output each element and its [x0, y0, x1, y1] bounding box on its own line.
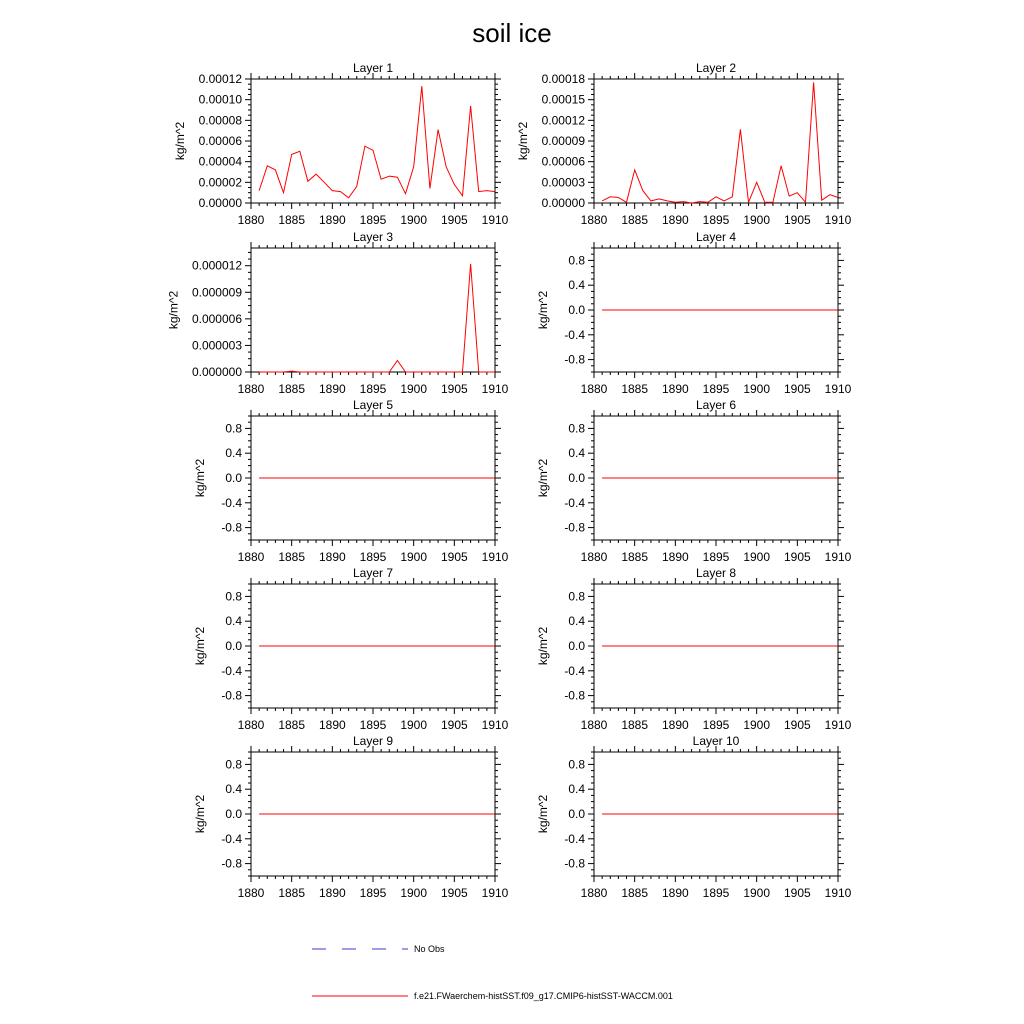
y-tick-label: 0.00006 — [198, 134, 242, 148]
x-tick-label: 1885 — [278, 550, 306, 564]
x-tick-label: 1905 — [783, 382, 811, 396]
plot-frame — [251, 79, 495, 203]
panel-title: Layer 10 — [692, 734, 740, 748]
y-tick-label: 0.0 — [568, 639, 585, 653]
y-tick-label: -0.4 — [221, 495, 242, 510]
y-tick-label: 0.8 — [568, 421, 585, 436]
x-tick-label: 1880 — [580, 382, 608, 396]
panel-9 — [193, 734, 508, 900]
x-tick-label: 1880 — [580, 886, 608, 900]
panel-7 — [193, 566, 508, 732]
x-tick-label: 1905 — [783, 886, 811, 900]
x-tick-label: 1910 — [481, 886, 509, 900]
y-tick-label: 0.00002 — [198, 175, 242, 190]
x-tick-label: 1900 — [743, 382, 771, 396]
x-tick-label: 1910 — [481, 550, 509, 564]
panel-title: Layer 9 — [352, 734, 394, 748]
y-tick-label: 0.000012 — [191, 258, 242, 273]
legend-label-no-obs: No Obs — [414, 944, 445, 954]
x-tick-label: 1880 — [237, 213, 265, 227]
panel-4 — [536, 230, 851, 396]
x-tick-label: 1900 — [400, 718, 428, 732]
y-tick-label: 0.000003 — [191, 338, 242, 353]
y-tick-label: 0.000006 — [191, 311, 242, 326]
x-tick-label: 1905 — [440, 213, 468, 227]
y-axis-label: kg/m^2 — [516, 121, 531, 161]
y-tick-label: 0.0 — [225, 471, 242, 485]
x-tick-label: 1900 — [743, 886, 771, 900]
y-axis-label: kg/m^2 — [166, 290, 181, 330]
x-tick-label: 1895 — [359, 213, 387, 227]
y-tick-label: -0.8 — [221, 688, 242, 703]
y-tick-label: -0.4 — [564, 831, 585, 846]
y-axis-label: kg/m^2 — [536, 794, 551, 834]
y-tick-label: -0.4 — [564, 495, 585, 510]
y-tick-label: 0.0 — [568, 807, 585, 821]
x-tick-label: 1885 — [621, 550, 649, 564]
x-tick-label: 1895 — [702, 382, 730, 396]
x-tick-label: 1910 — [824, 382, 852, 396]
y-tick-label: -0.8 — [221, 856, 242, 871]
x-tick-label: 1905 — [783, 213, 811, 227]
y-tick-label: 0.8 — [568, 757, 585, 772]
y-axis-label: kg/m^2 — [536, 458, 551, 498]
y-axis-label: kg/m^2 — [193, 794, 208, 834]
y-tick-label: -0.8 — [564, 688, 585, 703]
x-tick-label: 1890 — [318, 382, 346, 396]
x-tick-label: 1900 — [400, 382, 428, 396]
legend-label-model: f.e21.FWaerchem-histSST.f09_g17.CMIP6-histSST-WACCM.001 — [414, 991, 673, 1001]
x-tick-label: 1900 — [743, 718, 771, 732]
y-tick-label: 0.0 — [225, 639, 242, 653]
panel-8 — [536, 566, 851, 732]
x-tick-label: 1895 — [359, 718, 387, 732]
y-tick-label: 0.00006 — [541, 154, 585, 169]
x-tick-label: 1905 — [783, 718, 811, 732]
y-axis-label: kg/m^2 — [193, 458, 208, 498]
panel-10 — [536, 734, 851, 900]
figure-title: soil ice — [472, 18, 552, 48]
series-line — [259, 264, 495, 372]
x-tick-label: 1890 — [661, 550, 689, 564]
panel-3 — [166, 230, 508, 396]
y-axis-label: kg/m^2 — [536, 290, 551, 330]
panel-title: Layer 8 — [695, 566, 737, 580]
y-tick-label: 0.4 — [568, 782, 585, 797]
panel-2 — [516, 61, 852, 227]
y-tick-label: -0.4 — [564, 663, 585, 678]
panel-title: Layer 1 — [352, 61, 394, 75]
y-tick-label: 0.00012 — [198, 72, 242, 86]
panel-1 — [173, 61, 509, 227]
y-tick-label: -0.8 — [221, 520, 242, 535]
x-tick-label: 1895 — [359, 550, 387, 564]
x-tick-label: 1890 — [318, 718, 346, 732]
x-tick-label: 1890 — [318, 213, 346, 227]
y-tick-label: 0.4 — [568, 446, 585, 461]
x-tick-label: 1905 — [440, 718, 468, 732]
y-tick-label: 0.00004 — [198, 154, 242, 169]
x-tick-label: 1900 — [400, 550, 428, 564]
x-tick-label: 1910 — [481, 718, 509, 732]
x-tick-label: 1900 — [400, 213, 428, 227]
y-tick-label: 0.000000 — [191, 365, 242, 379]
x-tick-label: 1895 — [702, 550, 730, 564]
x-tick-label: 1895 — [359, 886, 387, 900]
x-tick-label: 1885 — [278, 886, 306, 900]
panel-6 — [536, 398, 851, 564]
x-tick-label: 1885 — [278, 382, 306, 396]
y-tick-label: 0.0 — [225, 807, 242, 821]
x-tick-label: 1910 — [824, 550, 852, 564]
y-axis-label: kg/m^2 — [173, 121, 188, 161]
panels — [166, 61, 851, 900]
x-tick-label: 1880 — [580, 213, 608, 227]
x-tick-label: 1905 — [440, 550, 468, 564]
y-tick-label: 0.00012 — [541, 113, 585, 128]
panel-title: Layer 5 — [352, 398, 394, 412]
x-tick-label: 1910 — [824, 213, 852, 227]
x-tick-label: 1905 — [440, 886, 468, 900]
x-tick-label: 1880 — [580, 718, 608, 732]
y-tick-label: 0.00000 — [541, 196, 585, 210]
y-tick-label: 0.00008 — [198, 113, 242, 128]
y-tick-label: -0.8 — [564, 520, 585, 535]
y-tick-label: 0.00015 — [541, 92, 585, 107]
y-tick-label: 0.8 — [568, 253, 585, 268]
series-line — [259, 86, 495, 198]
y-tick-label: 0.000009 — [191, 285, 242, 300]
x-tick-label: 1900 — [743, 213, 771, 227]
y-tick-label: 0.4 — [225, 782, 242, 797]
y-tick-label: 0.8 — [225, 421, 242, 436]
x-tick-label: 1880 — [237, 718, 265, 732]
y-tick-label: -0.8 — [564, 856, 585, 871]
x-tick-label: 1885 — [621, 718, 649, 732]
y-tick-label: 0.0 — [568, 303, 585, 317]
y-tick-label: 0.8 — [225, 589, 242, 604]
series-line — [602, 82, 838, 203]
y-tick-label: 0.00000 — [198, 196, 242, 210]
y-tick-label: 0.00010 — [198, 92, 242, 107]
x-tick-label: 1895 — [702, 718, 730, 732]
x-tick-label: 1880 — [580, 550, 608, 564]
x-tick-label: 1905 — [440, 382, 468, 396]
y-tick-label: 0.00009 — [541, 134, 585, 148]
panel-title: Layer 2 — [695, 61, 737, 75]
x-tick-label: 1885 — [621, 886, 649, 900]
y-tick-label: 0.00018 — [541, 72, 585, 86]
x-tick-label: 1890 — [661, 213, 689, 227]
panel-title: Layer 6 — [695, 398, 737, 412]
x-tick-label: 1885 — [278, 718, 306, 732]
y-tick-label: 0.8 — [568, 589, 585, 604]
x-tick-label: 1910 — [481, 382, 509, 396]
x-tick-label: 1885 — [278, 213, 306, 227]
y-tick-label: 0.0 — [568, 471, 585, 485]
y-tick-label: -0.4 — [221, 831, 242, 846]
x-tick-label: 1900 — [400, 886, 428, 900]
y-axis-label: kg/m^2 — [536, 626, 551, 666]
x-tick-label: 1895 — [359, 382, 387, 396]
panel-title: Layer 3 — [352, 230, 394, 244]
y-axis-label: kg/m^2 — [193, 626, 208, 666]
x-tick-label: 1880 — [237, 382, 265, 396]
x-tick-label: 1890 — [661, 718, 689, 732]
x-tick-label: 1895 — [702, 886, 730, 900]
x-tick-label: 1910 — [824, 886, 852, 900]
x-tick-label: 1890 — [318, 886, 346, 900]
y-tick-label: 0.4 — [225, 446, 242, 461]
x-tick-label: 1890 — [318, 550, 346, 564]
y-tick-label: -0.4 — [221, 663, 242, 678]
y-tick-label: 0.8 — [225, 757, 242, 772]
legend — [312, 944, 673, 1001]
x-tick-label: 1905 — [783, 550, 811, 564]
x-tick-label: 1900 — [743, 550, 771, 564]
y-tick-label: 0.4 — [225, 614, 242, 629]
panel-5 — [193, 398, 508, 564]
x-tick-label: 1880 — [237, 886, 265, 900]
y-tick-label: 0.4 — [568, 614, 585, 629]
x-tick-label: 1880 — [237, 550, 265, 564]
plot-frame — [251, 248, 495, 372]
panel-title: Layer 4 — [695, 230, 737, 244]
y-tick-label: -0.8 — [564, 352, 585, 367]
x-tick-label: 1890 — [661, 886, 689, 900]
x-tick-label: 1910 — [481, 213, 509, 227]
x-tick-label: 1910 — [824, 718, 852, 732]
x-tick-label: 1885 — [621, 382, 649, 396]
y-tick-label: 0.00003 — [541, 175, 585, 190]
panel-title: Layer 7 — [352, 566, 394, 580]
x-tick-label: 1890 — [661, 382, 689, 396]
x-tick-label: 1895 — [702, 213, 730, 227]
y-tick-label: -0.4 — [564, 327, 585, 342]
y-tick-label: 0.4 — [568, 278, 585, 293]
x-tick-label: 1885 — [621, 213, 649, 227]
